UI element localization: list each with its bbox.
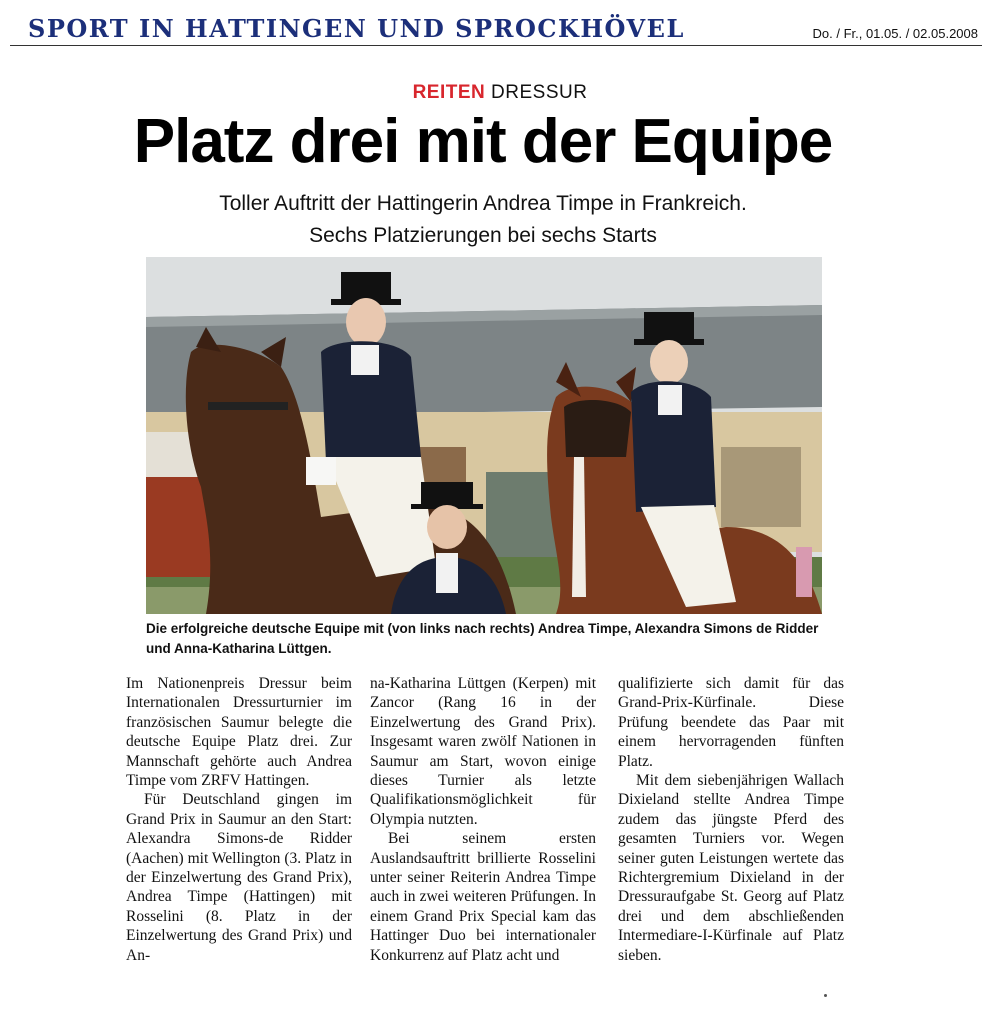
article-photo — [146, 257, 822, 614]
paragraph: qualifizierte sich damit für das Grand-Prix-Kürfinale. Diese Prüfung beendete das Paar mit einem hervorragenden fünften Platz. — [618, 675, 844, 770]
kicker-subcategory: DRESSUR — [491, 82, 588, 103]
issue-date: Do. / Fr., 01.05. / 02.05.2008 — [812, 26, 978, 41]
article-headline: Platz drei mit der Equipe — [133, 107, 833, 176]
paragraph: na-Katharina Lüttgen (Kerpen) mit Zancor (Rang 16 in der Einzelwertung des Grand Prix). Insgesamt waren zwölf Nationen in Saumur am Start, wovon einige dieses Turnier als letzte Qualifikationsmöglichkeit für Olympia nutzten. — [370, 675, 596, 828]
paragraph: Im Nationenpreis Dressur beim Internationalen Dressurturnier im französischen Saumur belegte die deutsche Equipe Platz drei. Zur Mannschaft gehörte auch Andrea Timpe vom ZRFV Hattingen. — [126, 675, 352, 790]
kicker-category: REITEN — [412, 82, 486, 103]
article-subhead — [0, 188, 966, 252]
article-kicker — [0, 82, 1000, 104]
paragraph: Mit dem siebenjährigen Wallach Dixieland stellte Andrea Timpe zudem das jüngste Pferd des gesamten Turniers vor. Wegen seiner guten Leistungen wertete das Richtergremium Dixieland in der Dressuraufgabe St. Georg auf Platz drei und dem abschließenden Intermediare-I-Kürfinale auf Platz sieben. — [618, 772, 844, 964]
section-masthead: SPORT IN HATTINGEN UND SPROCKHÖVEL — [28, 14, 685, 43]
subhead-line-1: Toller Auftritt der Hattingerin Andrea Timpe in Frankreich. — [219, 192, 747, 215]
photo-caption: Die erfolgreiche deutsche Equipe mit (von links nach rechts) Andrea Timpe, Alexandra Simons de Ridder und Anna-Katharina Lüttgen. — [146, 621, 819, 656]
article-column-1 — [126, 674, 352, 965]
paragraph: Für Deutschland gingen im Grand Prix in Saumur an den Start: Alexandra Simons-de Ridder (Aachen) mit Wellington (3. Platz in der Einzelwertung des Grand Prix), Andrea Timpe (Hattingen) mit Rosselini (8. Platz in der Einzelwertung des Grand Prix) und An- — [126, 791, 352, 964]
article-column-3 — [618, 674, 844, 965]
subhead-line-2: Sechs Platzierungen bei sechs Starts — [309, 224, 657, 247]
paragraph: Bei seinem ersten Auslandsauftritt brillierte Rosselini unter seiner Reiterin Andrea Timpe auch in zwei weiteren Prüfungen. In einem Grand Prix Special kam das Hattinger Duo bei internationaler Konkurrenz auf Platz acht und — [370, 830, 596, 964]
header-rule — [10, 45, 982, 46]
print-speck — [824, 994, 827, 997]
article-column-2 — [370, 674, 596, 965]
